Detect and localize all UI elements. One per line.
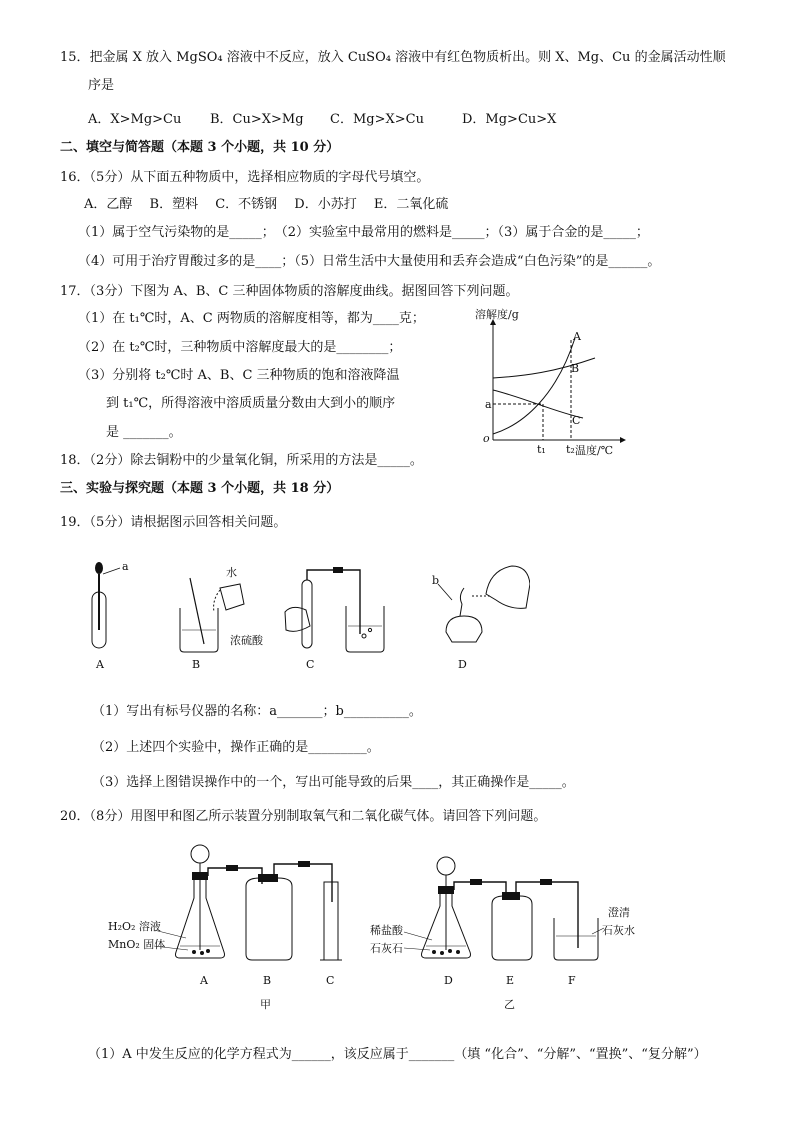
a-label: a — [485, 398, 492, 411]
svg-text:水: 水 — [226, 566, 237, 579]
curve-c — [493, 390, 583, 418]
svg-text:C: C — [306, 658, 315, 671]
x-axis-label: 温度/℃ — [575, 444, 614, 457]
y-axis-label: 溶解度/g — [475, 308, 519, 321]
svg-text:A: A — [200, 974, 208, 987]
experiment-b — [180, 565, 264, 671]
q15-option-a: A．X>Mg>Cu — [88, 112, 182, 127]
svg-text:石灰水: 石灰水 — [602, 924, 635, 937]
section2-heading: 二、填空与简答题（本题 3 个小题，共 10 分） — [60, 140, 340, 155]
q17-stem: 17．（3分）下图为 A、B、C 三种固体物质的溶解度曲线。据图回答下列问题。 — [60, 284, 519, 299]
q17-p3c: 是 _______。 — [106, 425, 182, 440]
q16-stem: 16．（5分）从下面五种物质中，选择相应物质的字母代号填空。 — [60, 170, 430, 185]
t1-label: t₁ — [537, 443, 546, 456]
q17-p1: （1）在 t₁℃时，A、C 两物质的溶解度相等，都为____克； — [78, 311, 425, 326]
q15-option-b: B．Cu>X>Mg — [210, 112, 304, 127]
svg-text:浓硫酸: 浓硫酸 — [230, 634, 263, 647]
q16-choices: A．乙醇 B．塑料 C．不锈钢 D．小苏打 E．二氧化硫 — [84, 197, 449, 212]
q19-figures — [80, 560, 530, 675]
curve-c-label: C — [572, 414, 581, 427]
curve-a — [493, 338, 575, 434]
q19-p3: （3）选择上图错误操作中的一个，写出可能导致的后果____，其正确操作是_____。 — [92, 775, 575, 790]
curve-b — [493, 358, 595, 378]
svg-text:乙: 乙 — [504, 998, 515, 1011]
q17-p3b: 到 t₁℃，所得溶液中溶质质量分数由大到小的顺序 — [106, 396, 396, 411]
solubility-graph — [465, 302, 635, 457]
svg-text:甲: 甲 — [260, 998, 271, 1011]
svg-text:C: C — [326, 974, 335, 987]
q19-p2: （2）上述四个实验中，操作正确的是_________。 — [92, 740, 380, 755]
svg-text:a: a — [122, 560, 129, 573]
svg-text:石灰石: 石灰石 — [370, 942, 403, 955]
svg-text:B: B — [263, 974, 272, 987]
svg-text:D: D — [458, 658, 467, 671]
apparatus-yi — [370, 857, 635, 1011]
svg-text:A: A — [96, 658, 104, 671]
q15-line2: 序是 — [88, 78, 115, 93]
q20-p1: （1）A 中发生反应的化学方程式为______，该反应属于_______（填 “化合”、“分解”、“置换”、“复分解”） — [88, 1047, 707, 1062]
q16-line2: （4）可用于治疗胃酸过多的是____；（5）日常生活中大量使用和丢弃会造成“白色污染”的是______。 — [78, 254, 661, 269]
svg-text:稀盐酸: 稀盐酸 — [370, 924, 403, 937]
q17-p3a: （3）分别将 t₂℃时 A、B、C 三种物质的饱和溶液降温 — [78, 368, 400, 383]
q20-apparatus — [108, 842, 668, 1022]
q19-p1: （1）写出有标号仪器的名称：a_______；b__________。 — [92, 704, 422, 719]
svg-text:澄清: 澄清 — [608, 906, 630, 919]
apparatus-jia — [108, 845, 342, 1011]
experiment-c — [285, 567, 384, 671]
svg-text:D: D — [444, 974, 453, 987]
svg-text:B: B — [192, 658, 201, 671]
curve-b-label: B — [571, 362, 580, 375]
experiment-d — [432, 566, 530, 671]
q17-p2: （2）在 t₂℃时，三种物质中溶解度最大的是________； — [78, 340, 402, 355]
svg-text:b: b — [432, 574, 440, 587]
svg-text:F: F — [568, 974, 576, 987]
q15-option-d: D．Mg>Cu>X — [462, 112, 557, 127]
svg-text:MnO₂ 固体: MnO₂ 固体 — [108, 938, 166, 951]
t2-label: t₂ — [566, 443, 575, 456]
svg-text:H₂O₂ 溶液: H₂O₂ 溶液 — [108, 920, 161, 933]
origin-label: o — [483, 432, 490, 445]
svg-text:E: E — [506, 974, 515, 987]
curve-a-label: A — [573, 330, 581, 343]
q15-option-c: C．Mg>X>Cu — [330, 112, 424, 127]
q15-line1: 15．把金属 X 放入 MgSO₄ 溶液中不反应，放入 CuSO₄ 溶液中有红色物质析出。则 X、Mg、Cu 的金属活动性顺 — [60, 50, 726, 65]
experiment-a — [92, 560, 129, 671]
q19-stem: 19．（5分）请根据图示回答相关问题。 — [60, 515, 287, 530]
section3-heading: 三、实验与探究题（本题 3 个小题，共 18 分） — [60, 481, 340, 496]
q18: 18．（2分）除去铜粉中的少量氧化铜，所采用的方法是_____。 — [60, 453, 423, 468]
q16-line1: （1）属于空气污染物的是_____； （2）实验室中最常用的燃料是_____；（3）属于合金的是_____； — [78, 225, 649, 240]
q20-stem: 20．（8分）用图甲和图乙所示装置分别制取氧气和二氧化碳气体。请回答下列问题。 — [60, 809, 547, 824]
